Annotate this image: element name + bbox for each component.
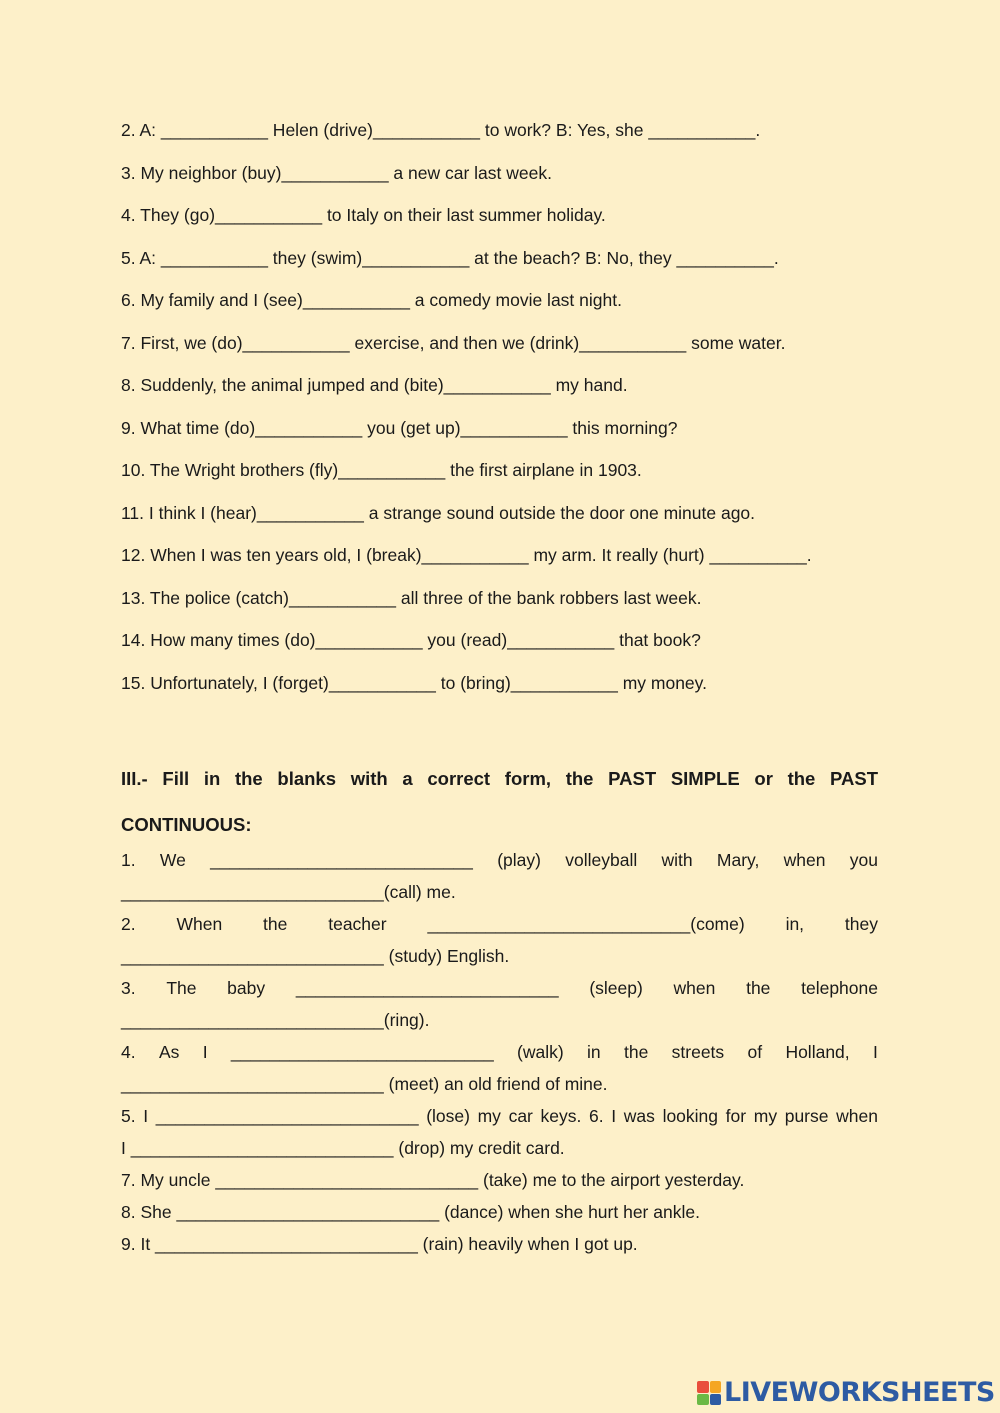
exercise-item-11: 11. I think I (hear)___________ a strange sound outside the door one minute ago. [121, 502, 756, 523]
word: ___________________________ [155, 1106, 419, 1126]
exercise-item-14: 14. How many times (do)___________ you (read)___________ that book? [121, 630, 701, 650]
exercise-item-13: 13. The police (catch)___________ all three of the bank robbers last week. [121, 587, 702, 608]
question-9: 9. It ___________________________ (rain) heavily when I got up. [121, 1234, 638, 1254]
word: I [872, 1042, 878, 1062]
word: 5. [121, 1106, 136, 1126]
word: with [661, 850, 693, 870]
section-3-heading-line2: CONTINUOUS: [121, 814, 252, 835]
word: Holland, [785, 1042, 850, 1062]
liveworksheets-logo-icon [697, 1381, 721, 1405]
word: in, [785, 914, 805, 934]
section-2-exercises [121, 118, 881, 713]
exercise-item-8: 8. Suddenly, the animal jumped and (bite)___________ my hand. [121, 375, 628, 395]
question-4-line2: ___________________________ (meet) an old friend of mine. [121, 1074, 608, 1094]
question-5-line2: I ___________________________ (drop) my credit card. [121, 1138, 565, 1158]
word: looking [662, 1106, 719, 1126]
word: ___________________________ [210, 850, 473, 870]
word: in [587, 1042, 601, 1062]
word: (walk) [517, 1042, 564, 1062]
question-2-line1 [121, 908, 878, 940]
word: my [477, 1106, 501, 1126]
liveworksheets-logo-text: LIVEWORKSHEETS [724, 1377, 995, 1408]
word: car [508, 1106, 533, 1126]
liveworksheets-logo [697, 1378, 995, 1408]
logo-tile-l [697, 1381, 709, 1393]
word: We [159, 850, 186, 870]
question-1-line2: ___________________________(call) me. [121, 882, 456, 902]
word: teacher [328, 914, 387, 934]
word: for [725, 1106, 747, 1126]
word: the [623, 1042, 649, 1062]
word: ___________________________ [230, 1042, 494, 1062]
word: 2. [121, 914, 136, 934]
word: streets [671, 1042, 725, 1062]
question-4-line1 [121, 1036, 878, 1068]
word: 1. [121, 850, 136, 870]
word: ___________________________(come) [427, 914, 745, 934]
section-3-exercises [121, 844, 878, 1260]
word: (play) [497, 850, 541, 870]
question-7: 7. My uncle ___________________________ (take) me to the airport yesterday. [121, 1170, 745, 1190]
word: 6. [589, 1106, 604, 1126]
word: baby [227, 978, 266, 998]
word: I [611, 1106, 617, 1126]
word: when [673, 978, 716, 998]
exercise-item-7: 7. First, we (do)___________ exercise, and then we (drink)___________ some water. [121, 332, 786, 353]
word: The [166, 978, 197, 998]
question-1-line1 [121, 844, 878, 876]
question-3-line1 [121, 972, 878, 1004]
word: Mary, [716, 850, 760, 870]
section-3-heading-line1: III.- Fill in the blanks with a correct form, the PAST SIMPLE or the PAST [121, 768, 878, 789]
word: (lose) [426, 1106, 470, 1126]
word: volleyball [565, 850, 638, 870]
exercise-item-12: 12. When I was ten years old, I (break)___________ my arm. It really (hurt) __________. [121, 545, 812, 565]
word: I [202, 1042, 208, 1062]
word: ___________________________ [295, 978, 559, 998]
section-3-heading [121, 756, 878, 848]
word: telephone [801, 978, 878, 998]
word: when [836, 1106, 878, 1126]
question-3-line2: ___________________________(ring). [121, 1010, 430, 1030]
word: keys. [540, 1106, 582, 1126]
word: of [747, 1042, 763, 1062]
exercise-item-4: 4. They (go)___________ to Italy on their last summer holiday. [121, 205, 606, 225]
word: (sleep) [589, 978, 643, 998]
exercise-item-10: 10. The Wright brothers (fly)___________ the first airplane in 1903. [121, 460, 642, 480]
word: As [158, 1042, 180, 1062]
word: when [783, 850, 826, 870]
word: 4. [121, 1042, 136, 1062]
exercise-item-5: 5. A: ___________ they (swim)___________ at the beach? B: No, they __________. [121, 247, 779, 268]
word: purse [784, 1106, 829, 1126]
word: they [844, 914, 878, 934]
question-2-line2: ___________________________ (study) English. [121, 946, 510, 966]
word: the [746, 978, 771, 998]
exercise-item-2: 2. A: ___________ Helen (drive)___________ to work? B: Yes, she ___________. [121, 120, 761, 140]
question-5-line1 [121, 1100, 878, 1132]
word: the [263, 914, 288, 934]
logo-tile-v [697, 1394, 709, 1406]
word: was [623, 1106, 655, 1126]
word: you [849, 850, 878, 870]
exercise-item-9: 9. What time (do)___________ you (get up)___________ this morning? [121, 417, 678, 438]
word: my [753, 1106, 778, 1126]
logo-tile-e [710, 1394, 722, 1406]
question-8: 8. She ___________________________ (dance) when she hurt her ankle. [121, 1202, 700, 1222]
logo-tile-i [710, 1381, 722, 1393]
exercise-item-15: 15. Unfortunately, I (forget)___________ to (bring)___________ my money. [121, 672, 707, 693]
word: I [143, 1106, 149, 1126]
exercise-item-3: 3. My neighbor (buy)___________ a new car last week. [121, 162, 552, 183]
word: When [176, 914, 223, 934]
word: 3. [121, 978, 136, 998]
exercise-item-6: 6. My family and I (see)___________ a comedy movie last night. [121, 290, 622, 310]
